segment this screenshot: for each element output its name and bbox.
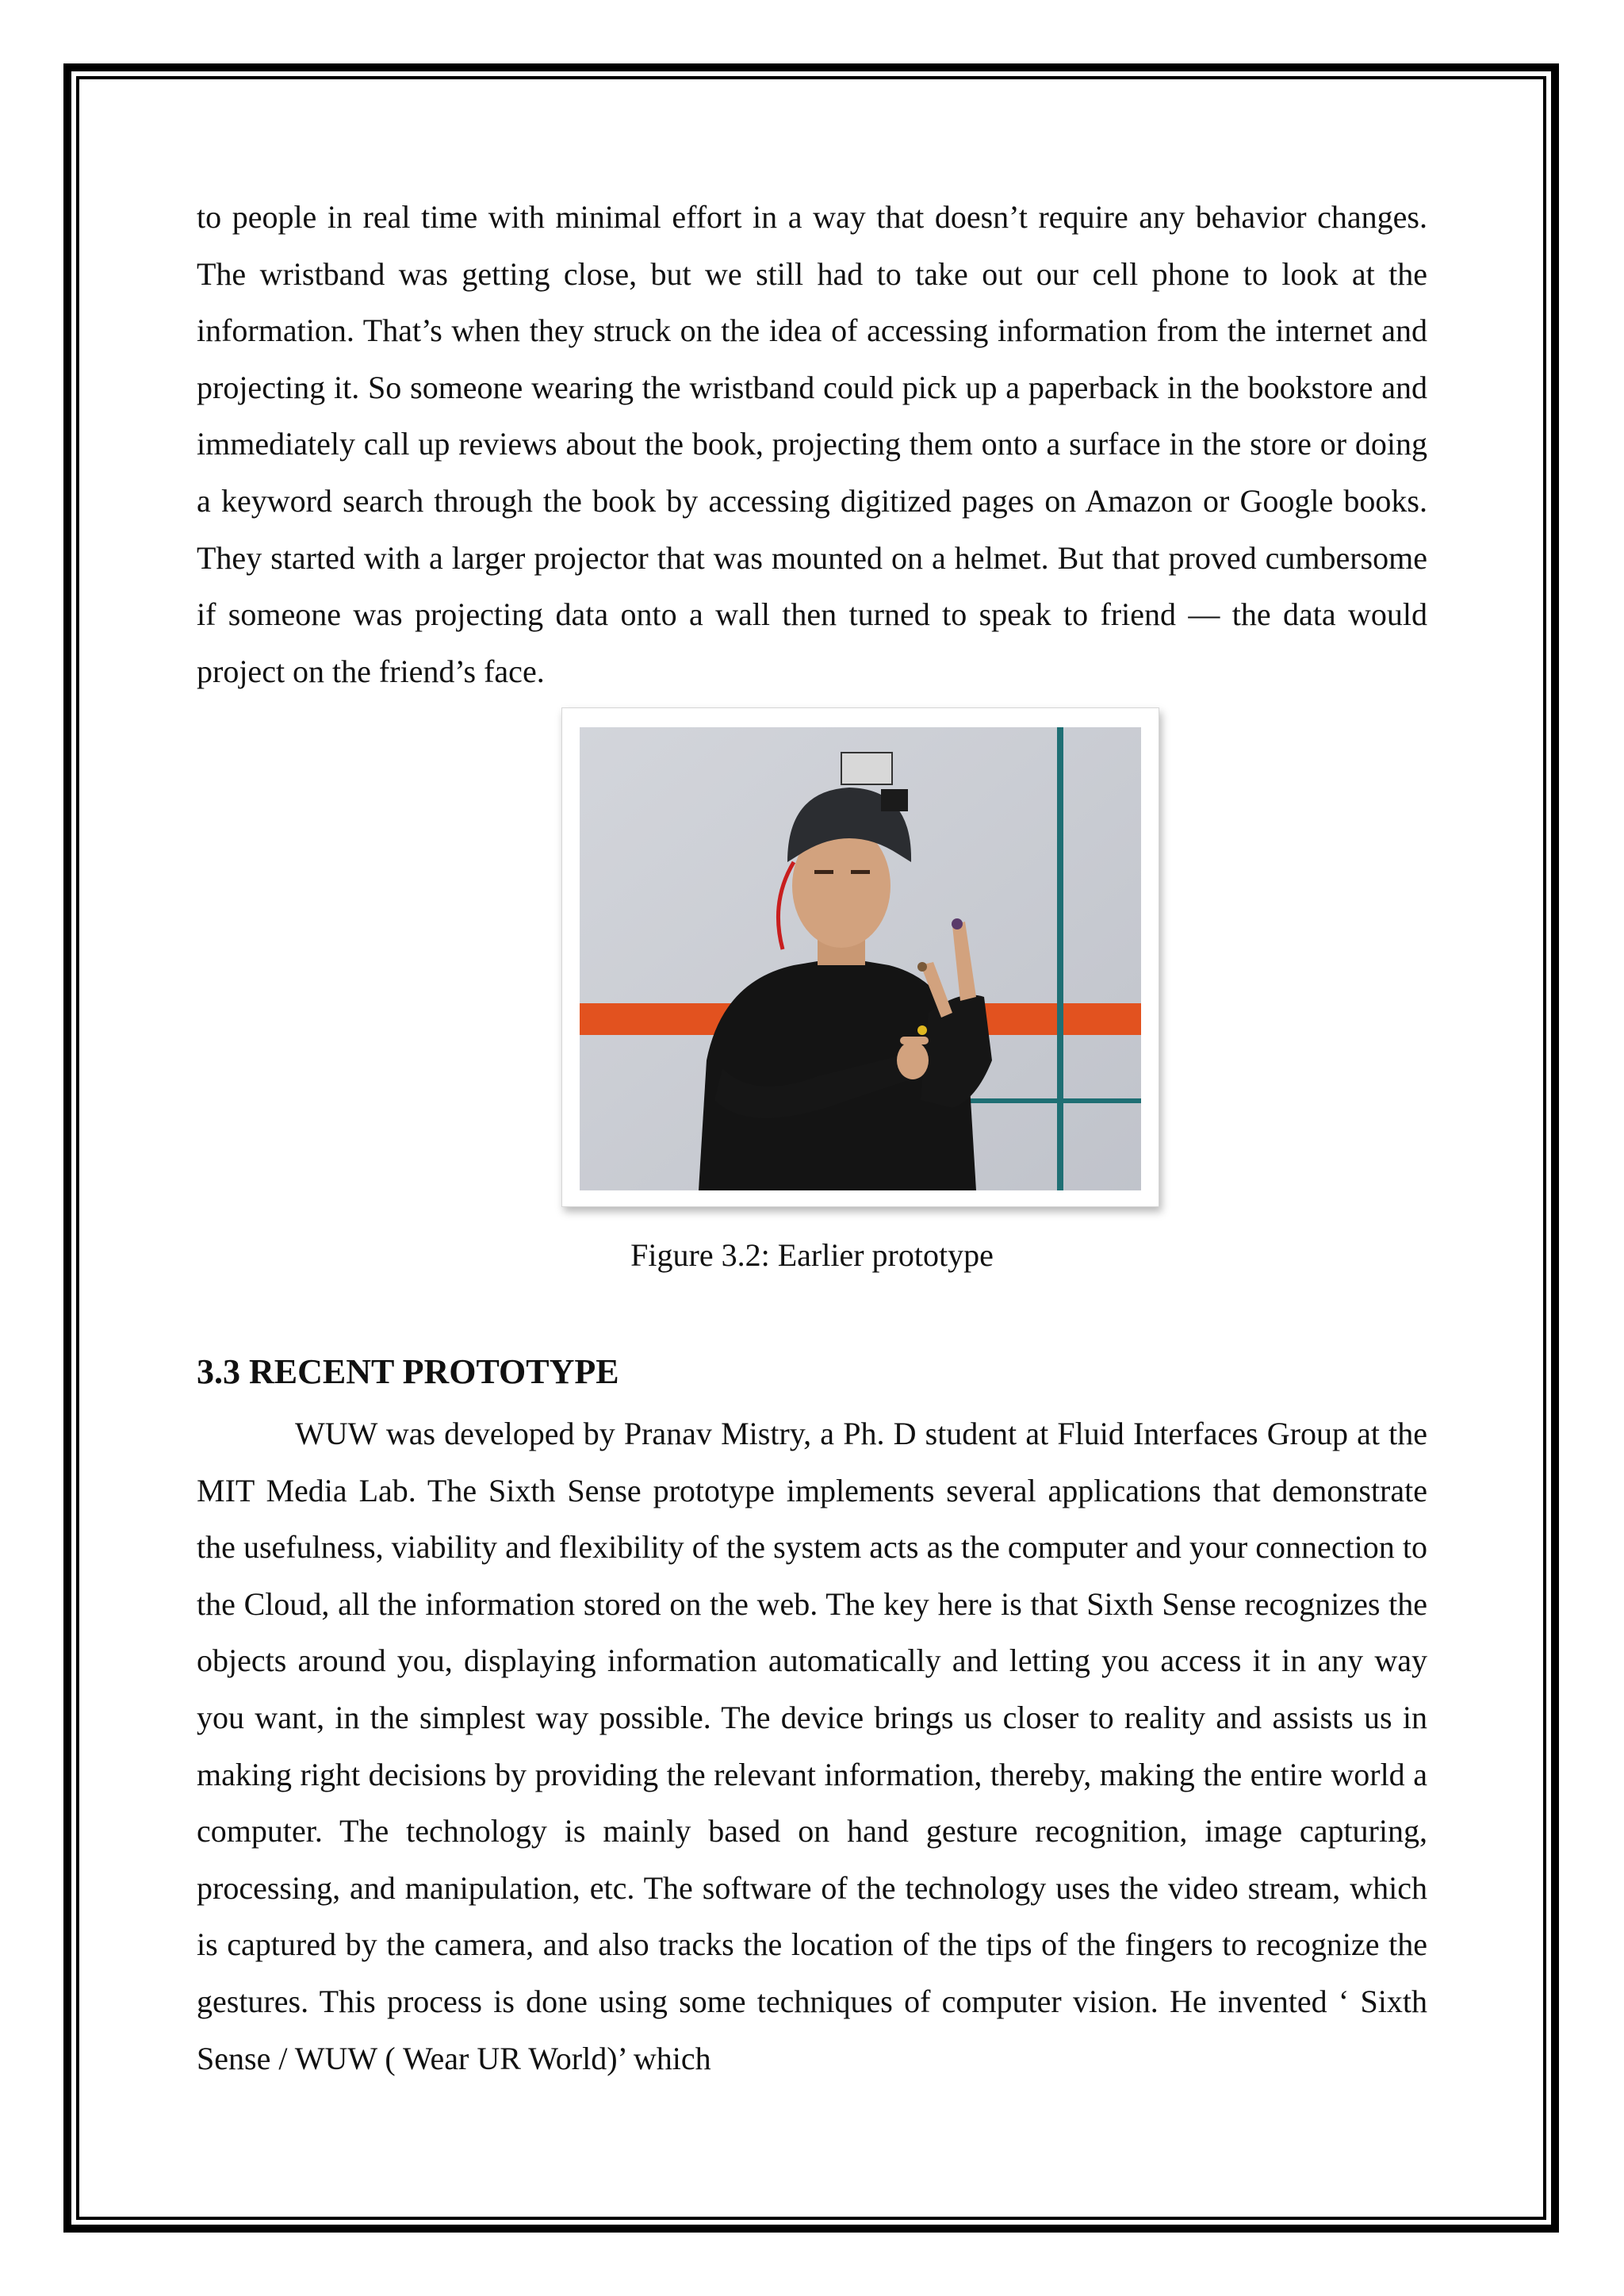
figure-caption: Figure 3.2: Earlier prototype (630, 1237, 994, 1273)
section-heading: 3.3 RECENT PROTOTYPE (197, 1352, 619, 1391)
helmet-prototype-illustration (580, 727, 1141, 1190)
prototype-photo (580, 727, 1141, 1190)
figure-frame (561, 707, 1159, 1207)
section-body-paragraph: WUW was developed by Pranav Mistry, a Ph. D student at Fluid Interfaces Group at the MIT Media Lab. The Sixth Sense prototype implements several applications that demonstrate the usefulness, viability and flexibility of the system acts as the computer and your connection to the Cloud, all the information stored on the web. The key here is that Sixth Sense recognizes the objects around you, displaying information automatically and letting you access it in any way you want, in the simplest way possible. The device brings us closer to reality and assists us in making right decisions by providing the relevant information, thereby, making the entire world a computer. The technology is mainly based on hand gesture recognition, image capturing, processing, and manipulation, etc. The software of the technology uses the video stream, which is captured by the camera, and also tracks the location of the tips of the fingers to recognize the gestures. This process is done using some techniques of computer vision. He invented ‘ Sixth Sense / WUW ( Wear UR World)’ which (197, 1416, 1427, 2076)
body-paragraph-continued: to people in real time with minimal effort in a way that doesn’t require any behavior changes. The wristband was getting close, but we still had to take out our cell phone to look at the information. That’s when they struck on the idea of accessing information from the internet and projecting it. So someone wearing the wristband could pick up a paperback in the bookstore and immediately call up reviews about the book, projecting them onto a surface in the store or doing a keyword search through the book by accessing digitized pages on Amazon or Google books. They started with a larger projector that was mounted on a helmet. But that proved cumbersome if someone was projecting data onto a wall then turned to speak to friend — the data would project on the friend’s face. (197, 199, 1427, 689)
